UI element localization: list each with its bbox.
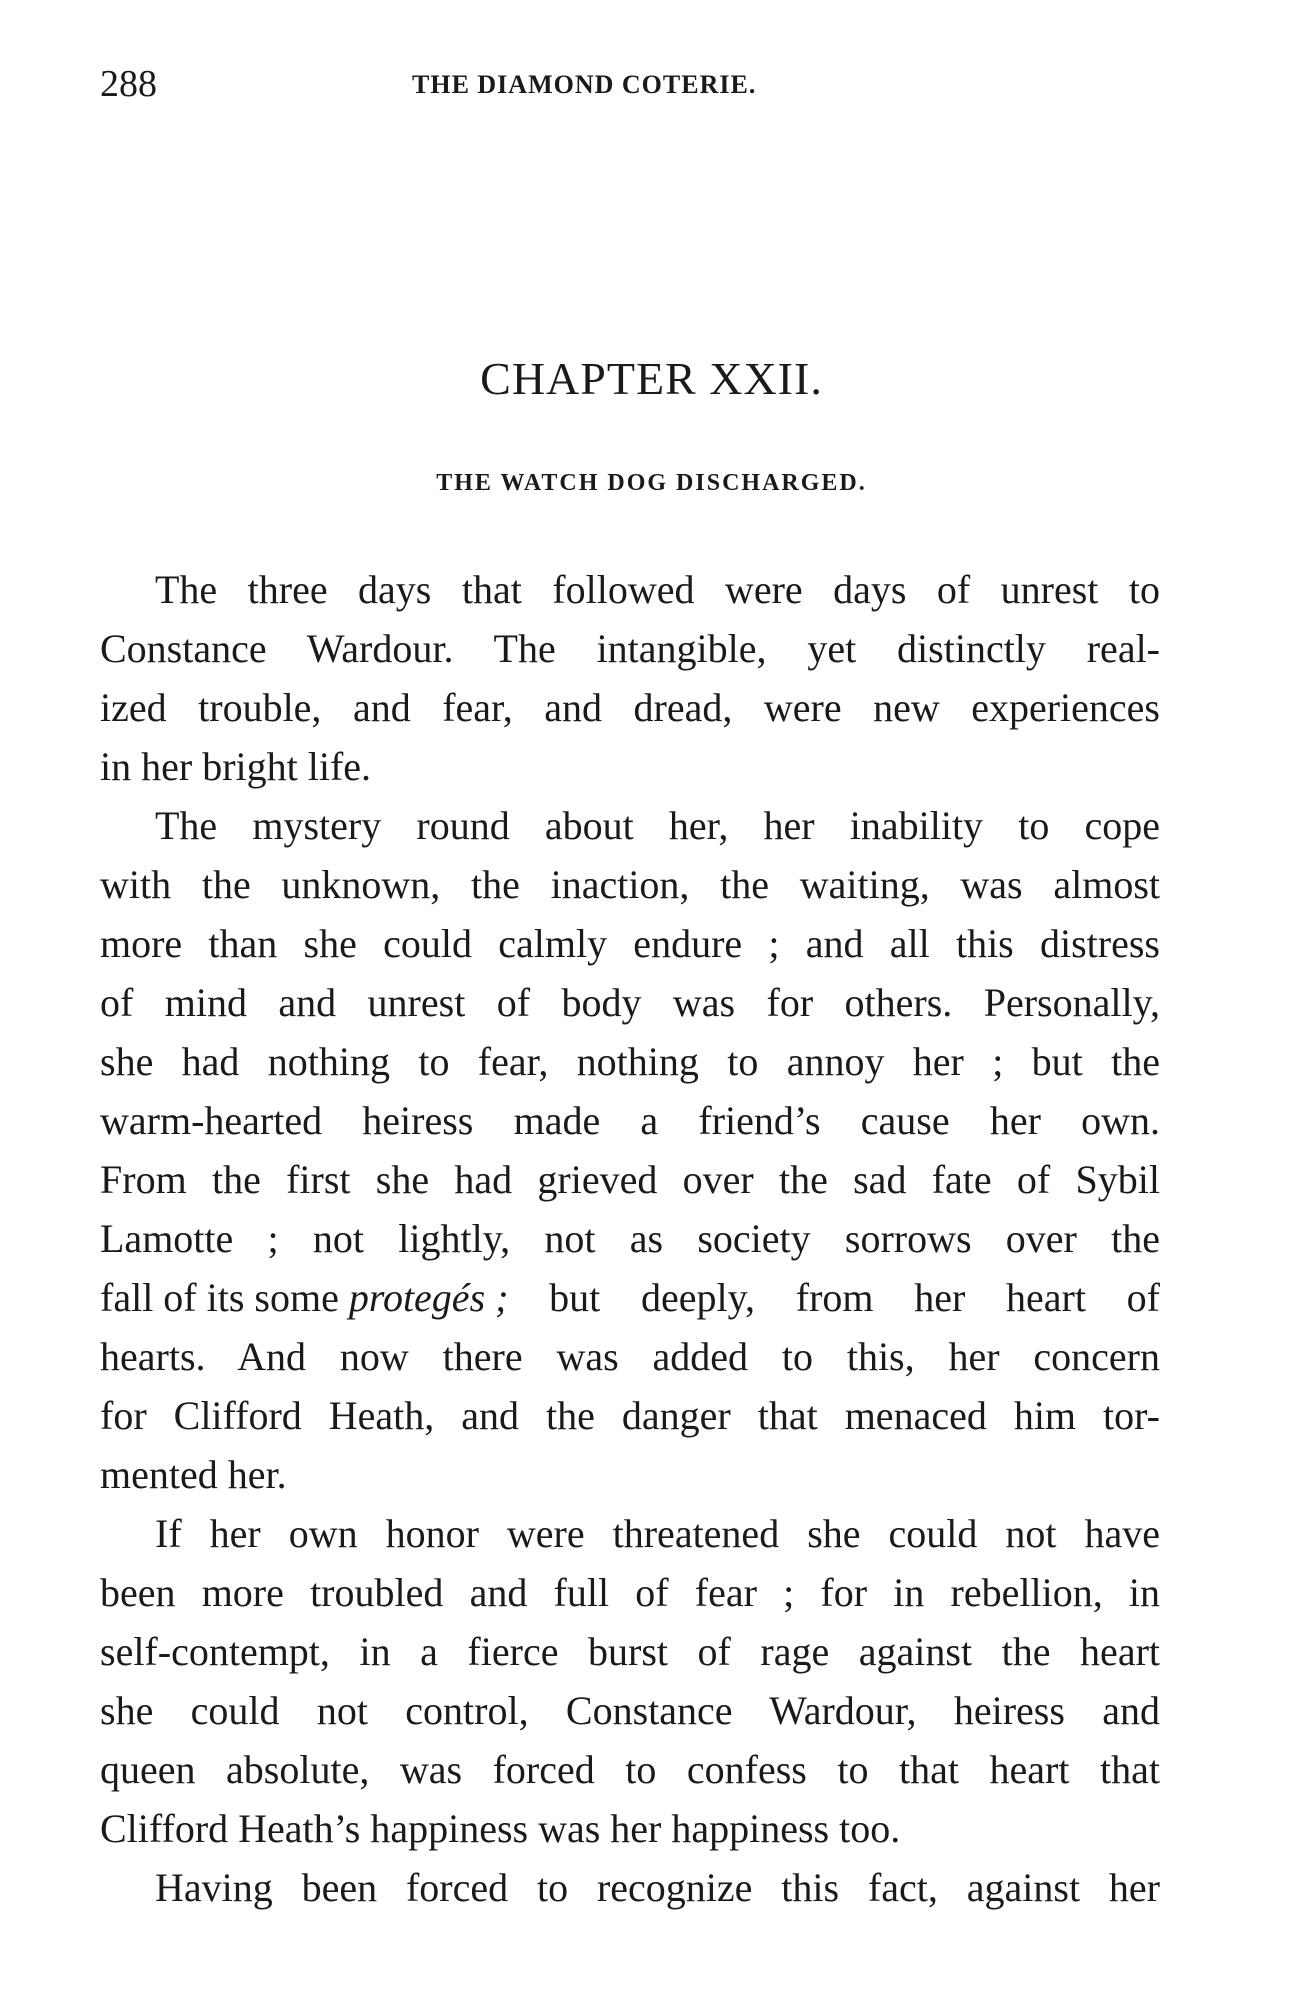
text-line [100, 1268, 1160, 1327]
text-line: From the first she had grieved over the sad fate of Sybil [100, 1157, 1160, 1202]
text-line: in her bright life. [100, 744, 372, 789]
text-line: she could not control, Constance Wardour, heiress and [100, 1688, 1160, 1733]
text-line: ized trouble, and fear, and dread, were new experiences [100, 685, 1160, 730]
text-line: self-contempt, in a fierce burst of rage against the heart [100, 1629, 1160, 1674]
text-line: The mystery round about her, her inability to cope [155, 803, 1160, 848]
text-line: Clifford Heath’s happiness was her happiness too. [100, 1806, 901, 1851]
running-head [100, 62, 1160, 112]
running-title: THE DIAMOND COTERIE. [412, 70, 757, 99]
text-line: The three days that followed were days of unrest to [155, 567, 1160, 612]
page-number: 288 [100, 63, 157, 105]
text-line: warm-hearted heiress made a friend’s cause her own. [100, 1098, 1160, 1143]
italic-phrase: protegés ; [348, 1275, 509, 1320]
text-line: Lamotte ; not lightly, not as society sorrows over the [100, 1216, 1160, 1261]
text-line-segment: fall of its some [100, 1275, 349, 1320]
text-line: queen absolute, was forced to confess to that heart that [100, 1747, 1160, 1792]
text-line: for Clifford Heath, and the danger that menaced him tor- [100, 1393, 1160, 1438]
text-line: Having been forced to recognize this fact, against her [155, 1865, 1160, 1910]
text-line: more than she could calmly endure ; and all this distress [100, 921, 1160, 966]
chapter-heading: CHAPTER XXII. [480, 353, 823, 404]
text-line: If her own honor were threatened she could not have [155, 1511, 1160, 1556]
text-line: she had nothing to fear, nothing to annoy her ; but the [100, 1039, 1160, 1084]
text-line: of mind and unrest of body was for others. Personally, [100, 980, 1160, 1025]
body-text [100, 560, 1160, 1917]
text-line: mented her. [100, 1452, 287, 1497]
text-line: been more troubled and full of fear ; for in rebellion, in [100, 1570, 1160, 1615]
text-line: Constance Wardour. The intangible, yet distinctly real- [100, 626, 1160, 671]
text-line: with the unknown, the inaction, the waiting, was almost [100, 862, 1160, 907]
text-line: hearts. And now there was added to this, her concern [100, 1334, 1160, 1379]
chapter-subtitle: THE WATCH DOG DISCHARGED. [436, 470, 867, 496]
text-line-segment: but deeply, from her heart of [508, 1275, 1160, 1320]
